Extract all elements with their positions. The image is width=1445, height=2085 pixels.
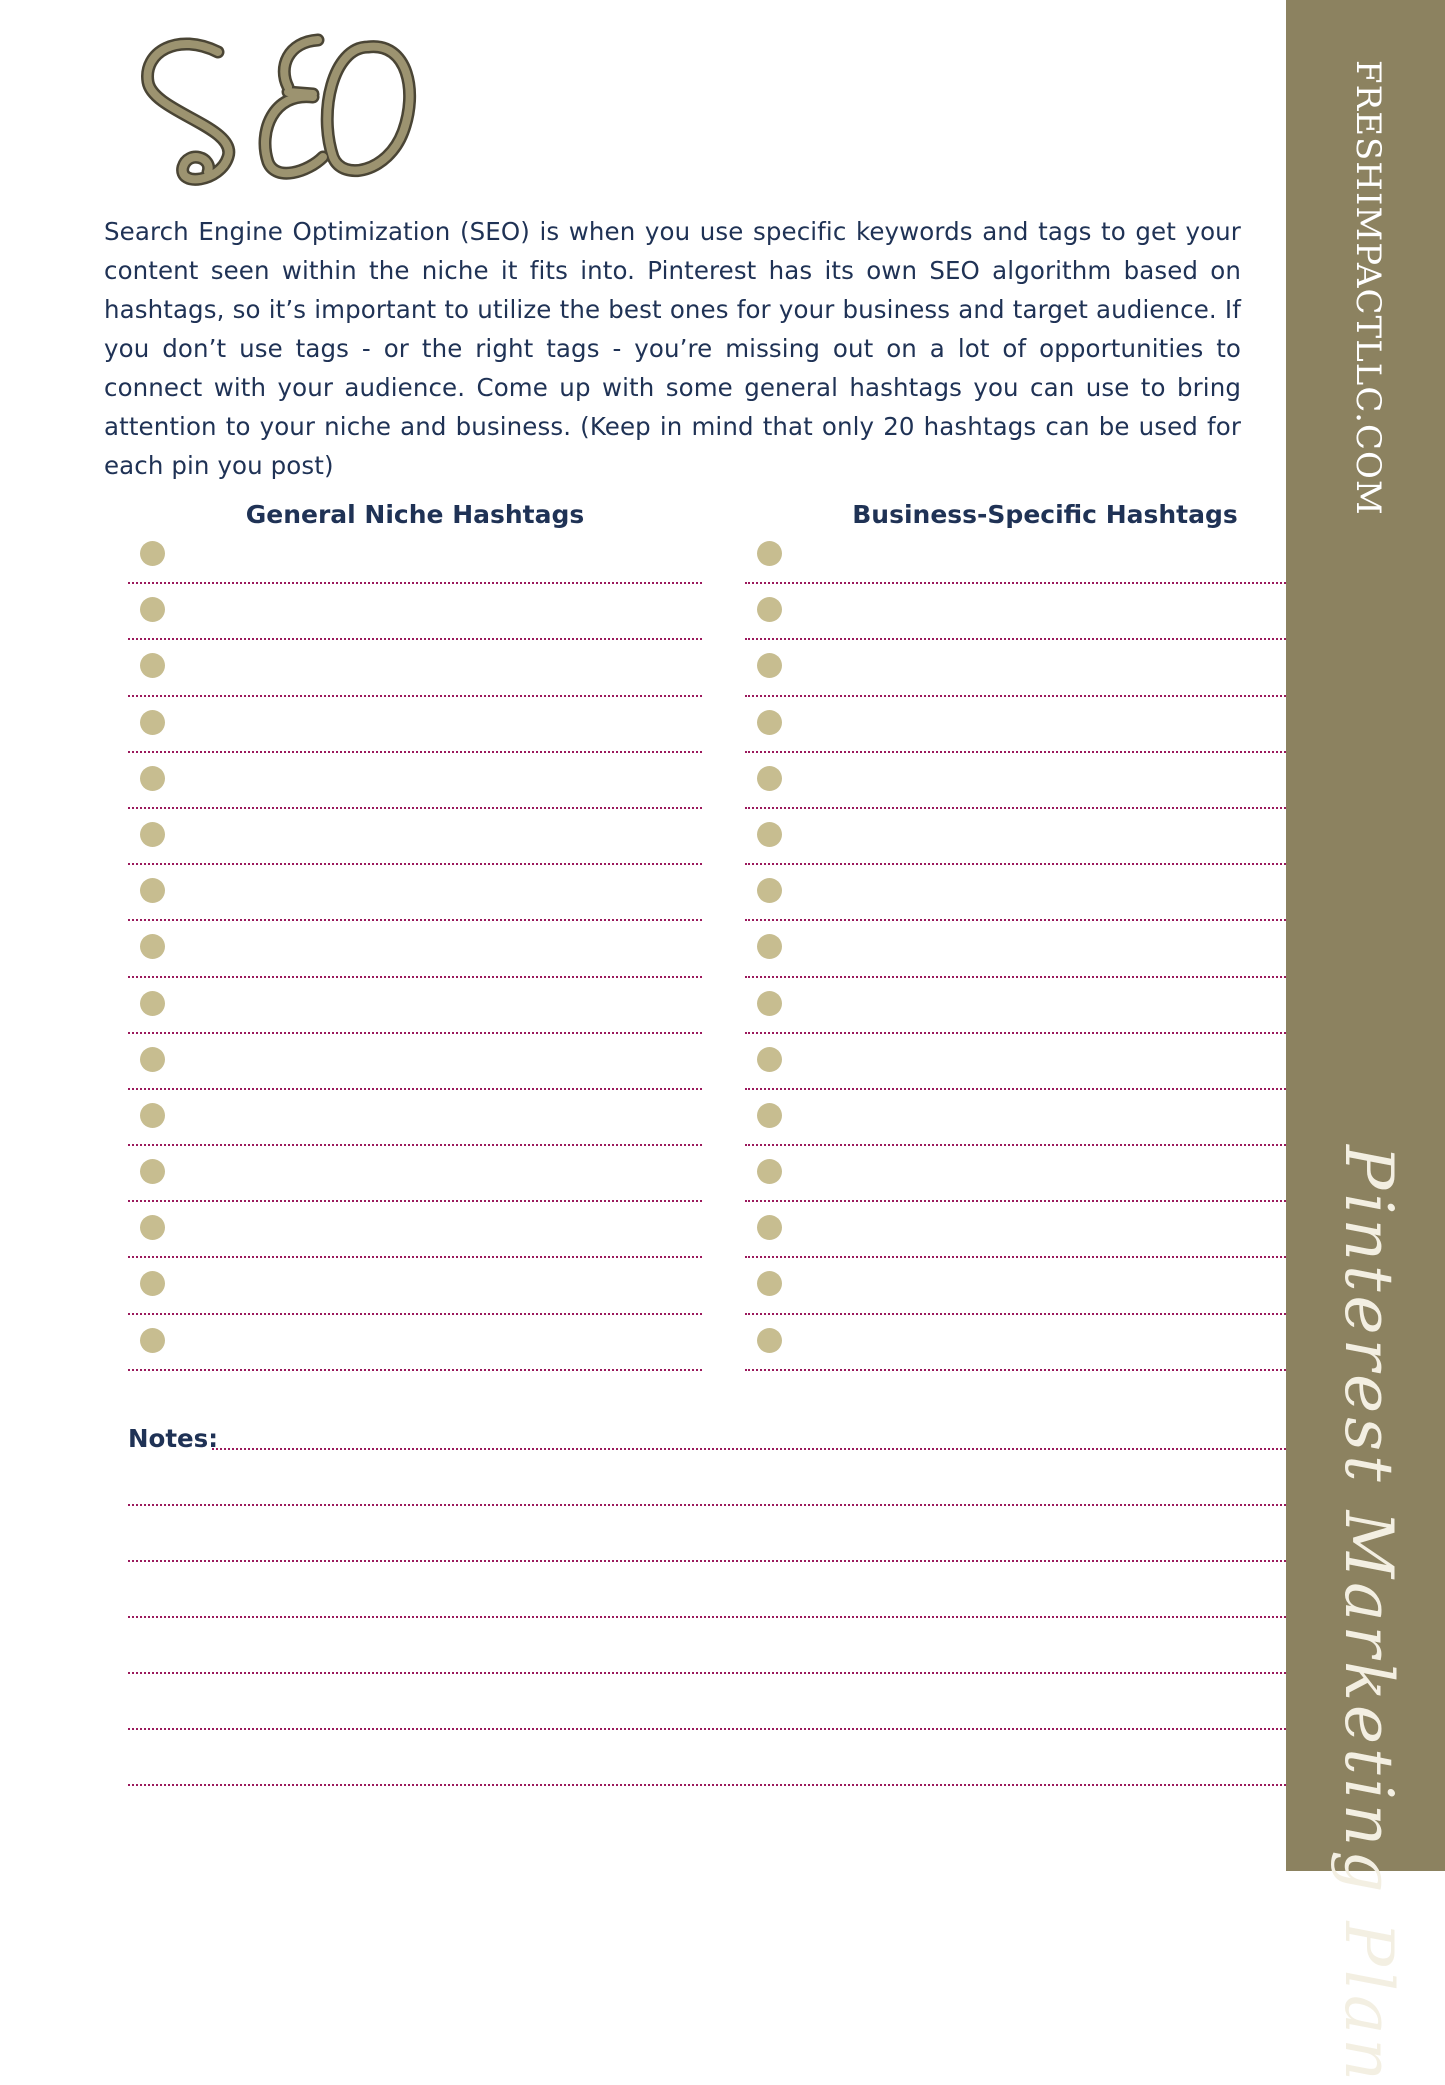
bullet-icon [757, 1159, 782, 1184]
bullet-icon [757, 1047, 782, 1072]
business-specific-heading: Business-Specific Hashtags [852, 500, 1238, 529]
bullet-icon [757, 541, 782, 566]
general-hashtag-row[interactable] [128, 584, 702, 640]
general-hashtag-row[interactable] [128, 1146, 702, 1202]
business-hashtag-row[interactable] [745, 865, 1286, 921]
notes-line[interactable] [128, 1784, 1286, 1786]
general-hashtag-row[interactable] [128, 640, 702, 696]
business-hashtag-row[interactable] [745, 1034, 1286, 1090]
business-hashtag-row[interactable] [745, 1258, 1286, 1314]
business-hashtag-row[interactable] [745, 809, 1286, 865]
general-hashtag-row[interactable] [128, 1202, 702, 1258]
general-hashtag-row[interactable] [128, 809, 702, 865]
bullet-icon [140, 991, 165, 1016]
notes-line[interactable] [128, 1616, 1286, 1618]
bullet-icon [757, 1215, 782, 1240]
bullet-icon [757, 766, 782, 791]
bullet-icon [140, 541, 165, 566]
bullet-icon [757, 710, 782, 735]
bullet-icon [757, 822, 782, 847]
bullet-icon [757, 1271, 782, 1296]
bullet-icon [140, 653, 165, 678]
bullet-icon [140, 597, 165, 622]
general-hashtag-row[interactable] [128, 1090, 702, 1146]
bullet-icon [140, 1103, 165, 1128]
general-hashtag-row[interactable] [128, 978, 702, 1034]
bullet-icon [140, 1328, 165, 1353]
bullet-icon [140, 878, 165, 903]
bullet-icon [140, 1159, 165, 1184]
general-hashtag-row[interactable] [128, 528, 702, 584]
bullet-icon [140, 1047, 165, 1072]
general-hashtag-row[interactable] [128, 1034, 702, 1090]
business-hashtag-row[interactable] [745, 1315, 1286, 1371]
business-hashtag-row[interactable] [745, 697, 1286, 753]
bullet-icon [757, 991, 782, 1016]
bullet-icon [757, 878, 782, 903]
bullet-icon [140, 1215, 165, 1240]
general-hashtag-row[interactable] [128, 753, 702, 809]
general-hashtag-row[interactable] [128, 921, 702, 977]
general-hashtag-row[interactable] [128, 1315, 702, 1371]
bullet-icon [757, 1103, 782, 1128]
bullet-icon [757, 597, 782, 622]
bullet-icon [140, 766, 165, 791]
business-hashtag-row[interactable] [745, 1090, 1286, 1146]
business-hashtag-row[interactable] [745, 1146, 1286, 1202]
business-hashtag-row[interactable] [745, 753, 1286, 809]
bullet-icon [140, 822, 165, 847]
business-hashtag-row[interactable] [745, 1202, 1286, 1258]
business-hashtag-row[interactable] [745, 640, 1286, 696]
general-niche-hashtag-list [128, 528, 702, 1371]
business-hashtag-entry-line[interactable] [745, 1369, 1286, 1371]
general-hashtag-row[interactable] [128, 1258, 702, 1314]
bullet-icon [140, 1271, 165, 1296]
bullet-icon [140, 710, 165, 735]
seo-logo [138, 22, 438, 202]
notes-line[interactable] [128, 1672, 1286, 1674]
bullet-icon [757, 653, 782, 678]
bullet-icon [757, 1328, 782, 1353]
notes-label: Notes: [128, 1424, 219, 1453]
bullet-icon [140, 934, 165, 959]
business-hashtag-row[interactable] [745, 921, 1286, 977]
notes-line[interactable] [128, 1504, 1286, 1506]
general-hashtag-row[interactable] [128, 865, 702, 921]
notes-line[interactable] [128, 1560, 1286, 1562]
website-label: FRESHIMPACTLLC.COM [1348, 60, 1388, 516]
plan-title: Pinterest Marketing Plan [1330, 1145, 1407, 2085]
business-specific-hashtag-list [745, 528, 1286, 1371]
notes-line[interactable] [212, 1448, 1286, 1450]
general-hashtag-entry-line[interactable] [128, 1369, 702, 1371]
notes-line[interactable] [128, 1728, 1286, 1730]
general-niche-heading: General Niche Hashtags [245, 500, 585, 529]
business-hashtag-row[interactable] [745, 528, 1286, 584]
bullet-icon [757, 934, 782, 959]
business-hashtag-row[interactable] [745, 978, 1286, 1034]
general-hashtag-row[interactable] [128, 697, 702, 753]
intro-paragraph: Search Engine Optimization (SEO) is when you use specific keywords and tags to get your content seen within the niche it fits into. Pinterest has its own SEO algorithm based on hashtags, so it’s important to utilize the best ones for your business and target audience. If you don’t use tags - or the right tags - you’re missing out on a lot of opportunities to connect with your audience. Come up with some general hashtags you can use to bring attention to your niche and business. (Keep in mind that only 20 hashtags can be used for each pin you post) [104, 217, 1241, 480]
business-hashtag-row[interactable] [745, 584, 1286, 640]
